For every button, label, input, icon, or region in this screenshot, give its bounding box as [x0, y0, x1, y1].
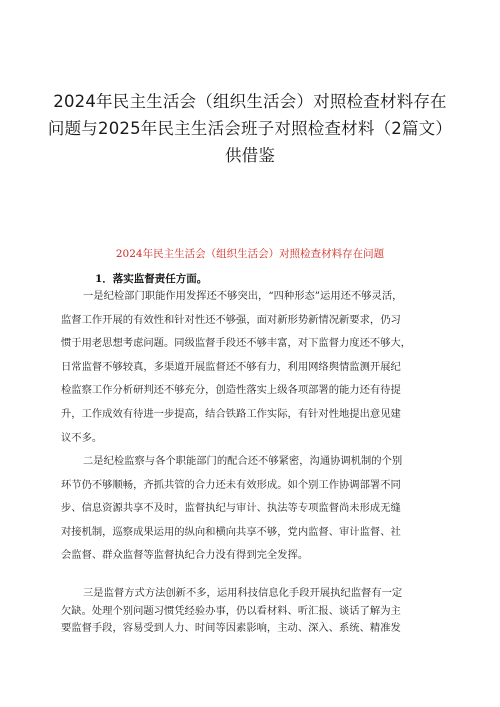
paragraph-line: 步、信息资源共享不及时，监督执纪与审计、执法等专项监督尚未形成无缝	[61, 502, 401, 515]
paragraph-line: 检监察工作分析研判还不够充分，创造性落实上级各项部署的能力还有待提	[61, 384, 401, 397]
paragraph-1	[61, 285, 441, 450]
paragraph-line: 对接机制，巡察成果运用的纵向和横向共享不够，党内监督、审计监督、社	[61, 525, 401, 538]
item-heading: 1．落实监督责任方面。	[95, 273, 208, 285]
paragraph-line: 一是纪检部门职能作用发挥还不够突出，“四种形态”运用还不够灵活，	[83, 290, 403, 302]
title-line: 问题与2025年民主生活会班子对照检查材料（2篇文）	[47, 119, 453, 138]
paragraph-line: 议不多。	[61, 431, 103, 444]
title-line: 2024年民主生活会（组织生活会）对照检查材料存在	[53, 92, 447, 111]
paragraph-line: 三是监督方式方法创新不多，运用科技信息化手段开展执纪监督有一定	[83, 587, 403, 599]
paragraph-line: 欠缺。处理个别问题习惯凭经验办事，仍以看材料、听汇报、谈话了解为主	[61, 604, 401, 617]
title-line: 供借鉴	[224, 146, 276, 165]
section-heading: 2024年民主生活会（组织生活会）对照检查材料存在问题	[115, 248, 385, 260]
paragraph-line: 日常监督不够较真，多渠道开展监督还不够有力，利用网络舆情监测开展纪	[61, 360, 401, 373]
paragraph-line: 惯于用老思想考虑问题。同级监督手段还不够丰富，对下监督力度还不够大，	[61, 337, 412, 350]
paragraph-line: 升，工作成效有待进一步提高，结合铁路工作实际，有针对性地提出意见建	[61, 407, 401, 420]
paragraph-line: 要监督手段，容易受到人力、时间等因素影响，主动、深入、系统、精准发	[61, 622, 401, 634]
paragraph-line: 会监督、群众监督等监督执纪合力没有得到完全发挥。	[61, 549, 309, 562]
paragraph-3	[61, 585, 441, 638]
paragraph-line: 监督工作开展的有效性和针对性还不够强，面对新形势新情况新要求，仍习	[61, 313, 401, 326]
paragraph-line: 二是纪检监察与各个职能部门的配合还不够紧密，沟通协调机制的个别	[83, 455, 403, 467]
document-title	[40, 88, 460, 169]
paragraph-2	[61, 450, 441, 568]
paragraph-line: 环节仍不够顺畅，齐抓共管的合力还未有效形成。如个别工作协调部署不同	[61, 478, 401, 491]
